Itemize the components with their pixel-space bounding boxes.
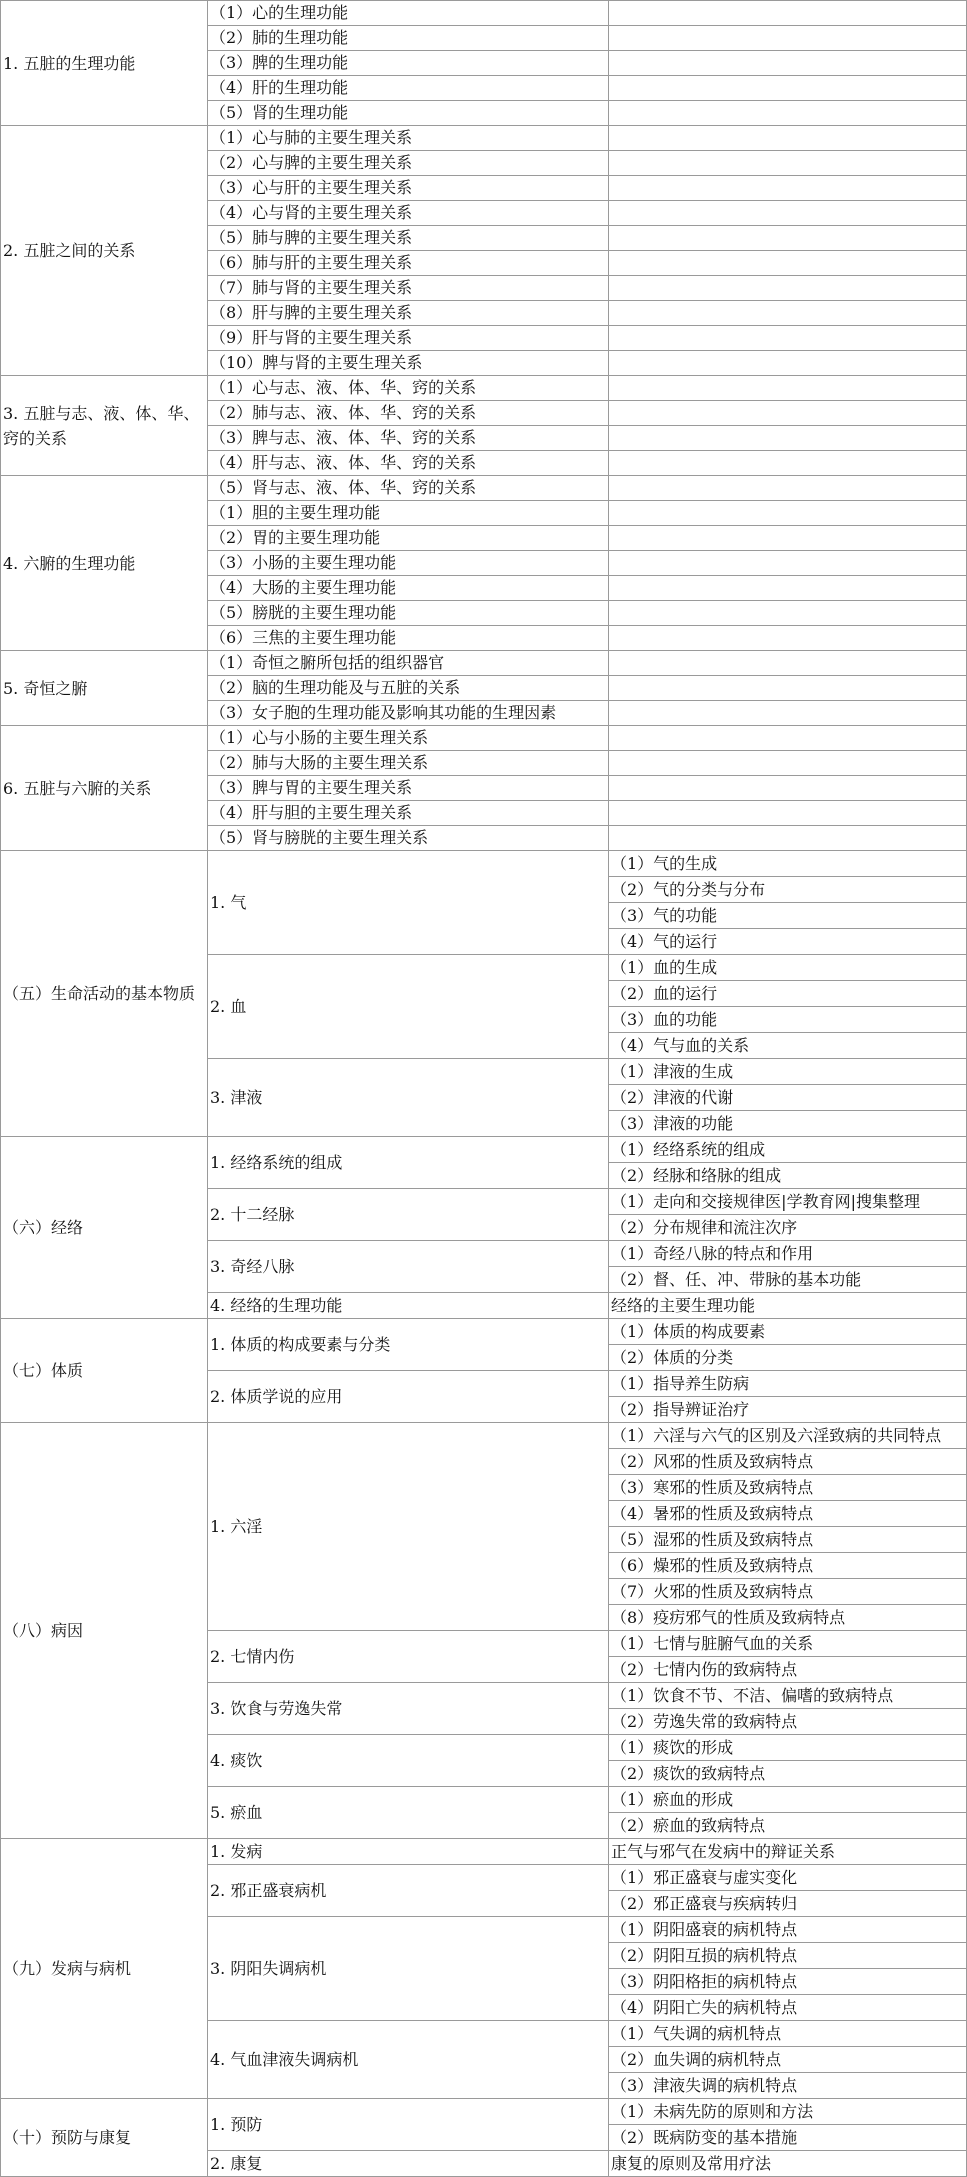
topic-item: （4）气的运行 <box>609 929 967 955</box>
subsection-title: 2. 康复 <box>208 2151 609 2177</box>
syllabus-body <box>1 1 967 2177</box>
empty-cell <box>609 501 967 526</box>
topic-item: 正气与邪气在发病中的辩证关系 <box>609 1839 967 1865</box>
chapter-title: （六）经络 <box>1 1137 208 1319</box>
topic-item: （1）阴阳盛衰的病机特点 <box>609 1917 967 1943</box>
subsection-title: 4. 气血津液失调病机 <box>208 2021 609 2099</box>
topic-item: （2）风邪的性质及致病特点 <box>609 1449 967 1475</box>
subsection-title: 2. 邪正盛衰病机 <box>208 1865 609 1917</box>
empty-cell <box>609 376 967 401</box>
section-item: （2）肺的生理功能 <box>208 26 609 51</box>
section-item: （3）脾的生理功能 <box>208 51 609 76</box>
section-item: （10）脾与肾的主要生理关系 <box>208 351 609 376</box>
section-item: （4）肝与胆的主要生理关系 <box>208 801 609 826</box>
empty-cell <box>609 176 967 201</box>
chapter-title: （九）发病与病机 <box>1 1839 208 2099</box>
topic-item: （1）气失调的病机特点 <box>609 2021 967 2047</box>
empty-cell <box>609 1 967 26</box>
topic-item: （4）阴阳亡失的病机特点 <box>609 1995 967 2021</box>
subsection-title: 1. 经络系统的组成 <box>208 1137 609 1189</box>
table-row <box>1 851 967 877</box>
section-item: （2）心与脾的主要生理关系 <box>208 151 609 176</box>
empty-cell <box>609 726 967 751</box>
table-row <box>1 126 967 151</box>
topic-item: （1）邪正盛衰与虚实变化 <box>609 1865 967 1891</box>
topic-item: 康复的原则及常用疗法 <box>609 2151 967 2177</box>
chapter-title: （八）病因 <box>1 1423 208 1839</box>
section-item: （4）肝的生理功能 <box>208 76 609 101</box>
topic-item: （3）气的功能 <box>609 903 967 929</box>
topic-item: （1）痰饮的形成 <box>609 1735 967 1761</box>
topic-item: （2）督、任、冲、带脉的基本功能 <box>609 1267 967 1293</box>
topic-item: （2）瘀血的致病特点 <box>609 1813 967 1839</box>
topic-item: （3）寒邪的性质及致病特点 <box>609 1475 967 1501</box>
topic-item: （2）七情内伤的致病特点 <box>609 1657 967 1683</box>
empty-cell <box>609 126 967 151</box>
empty-cell <box>609 801 967 826</box>
chapter-title: （七）体质 <box>1 1319 208 1423</box>
topic-item: （1）体质的构成要素 <box>609 1319 967 1345</box>
section-item: （3）小肠的主要生理功能 <box>208 551 609 576</box>
table-row <box>1 1319 967 1345</box>
empty-cell <box>609 551 967 576</box>
topic-item: （4）暑邪的性质及致病特点 <box>609 1501 967 1527</box>
table-row <box>1 1137 967 1163</box>
section-title: 2. 五脏之间的关系 <box>1 126 208 376</box>
topic-item: （3）阴阳格拒的病机特点 <box>609 1969 967 1995</box>
table-row <box>1 476 967 501</box>
section-item: （3）心与肝的主要生理关系 <box>208 176 609 201</box>
section-title: 1. 五脏的生理功能 <box>1 1 208 126</box>
empty-cell <box>609 426 967 451</box>
empty-cell <box>609 26 967 51</box>
section-title: 6. 五脏与六腑的关系 <box>1 726 208 851</box>
section-item: （6）肺与肝的主要生理关系 <box>208 251 609 276</box>
section-item: （1）心的生理功能 <box>208 1 609 26</box>
topic-item: （8）疫疠邪气的性质及致病特点 <box>609 1605 967 1631</box>
section-item: （5）肾与志、液、体、华、窍的关系 <box>208 476 609 501</box>
topic-item: （2）血的运行 <box>609 981 967 1007</box>
empty-cell <box>609 576 967 601</box>
empty-cell <box>609 76 967 101</box>
table-row <box>1 726 967 751</box>
topic-item: （7）火邪的性质及致病特点 <box>609 1579 967 1605</box>
section-item: （3）脾与志、液、体、华、窍的关系 <box>208 426 609 451</box>
topic-item: （1）经络系统的组成 <box>609 1137 967 1163</box>
section-item: （1）奇恒之腑所包括的组织器官 <box>208 651 609 676</box>
section-title: 5. 奇恒之腑 <box>1 651 208 726</box>
subsection-title: 2. 七情内伤 <box>208 1631 609 1683</box>
topic-item: （3）津液失调的病机特点 <box>609 2073 967 2099</box>
section-item: （6）三焦的主要生理功能 <box>208 626 609 651</box>
section-item: （5）膀胱的主要生理功能 <box>208 601 609 626</box>
topic-item: （3）津液的功能 <box>609 1111 967 1137</box>
section-item: （9）肝与肾的主要生理关系 <box>208 326 609 351</box>
topic-item: （2）邪正盛衰与疾病转归 <box>609 1891 967 1917</box>
empty-cell <box>609 651 967 676</box>
subsection-title: 1. 发病 <box>208 1839 609 1865</box>
chapter-title: （五）生命活动的基本物质 <box>1 851 208 1137</box>
empty-cell <box>609 826 967 851</box>
topic-item: （1）瘀血的形成 <box>609 1787 967 1813</box>
topic-item: （3）血的功能 <box>609 1007 967 1033</box>
empty-cell <box>609 326 967 351</box>
table-row <box>1 2099 967 2125</box>
subsection-title: 1. 六淫 <box>208 1423 609 1631</box>
topic-item: （1）指导养生防病 <box>609 1371 967 1397</box>
table-row <box>1 1423 967 1449</box>
section-item: （1）胆的主要生理功能 <box>208 501 609 526</box>
section-item: （1）心与小肠的主要生理关系 <box>208 726 609 751</box>
empty-cell <box>609 301 967 326</box>
topic-item: （5）湿邪的性质及致病特点 <box>609 1527 967 1553</box>
topic-item: （2）痰饮的致病特点 <box>609 1761 967 1787</box>
topic-item: （1）气的生成 <box>609 851 967 877</box>
empty-cell <box>609 676 967 701</box>
empty-cell <box>609 776 967 801</box>
table-row <box>1 1839 967 1865</box>
topic-item: （2）劳逸失常的致病特点 <box>609 1709 967 1735</box>
chapter-title: （十）预防与康复 <box>1 2099 208 2177</box>
empty-cell <box>609 626 967 651</box>
section-item: （2）胃的主要生理功能 <box>208 526 609 551</box>
section-item: （1）心与志、液、体、华、窍的关系 <box>208 376 609 401</box>
topic-item: （1）津液的生成 <box>609 1059 967 1085</box>
section-item: （2）脑的生理功能及与五脏的关系 <box>208 676 609 701</box>
table-row <box>1 1 967 26</box>
section-item: （7）肺与肾的主要生理关系 <box>208 276 609 301</box>
section-item: （2）肺与大肠的主要生理关系 <box>208 751 609 776</box>
subsection-title: 4. 痰饮 <box>208 1735 609 1787</box>
empty-cell <box>609 226 967 251</box>
topic-item: （1）血的生成 <box>609 955 967 981</box>
topic-item: （1）七情与脏腑气血的关系 <box>609 1631 967 1657</box>
topic-item: （2）既病防变的基本措施 <box>609 2125 967 2151</box>
section-title: 3. 五脏与志、液、体、华、窍的关系 <box>1 376 208 476</box>
section-item: （8）肝与脾的主要生理关系 <box>208 301 609 326</box>
topic-item: （1）走向和交接规律医|学教育网|搜集整理 <box>609 1189 967 1215</box>
topic-item: （1）饮食不节、不洁、偏嗜的致病特点 <box>609 1683 967 1709</box>
subsection-title: 4. 经络的生理功能 <box>208 1293 609 1319</box>
section-title: 4. 六腑的生理功能 <box>1 476 208 651</box>
empty-cell <box>609 701 967 726</box>
empty-cell <box>609 476 967 501</box>
subsection-title: 3. 奇经八脉 <box>208 1241 609 1293</box>
topic-item: （4）气与血的关系 <box>609 1033 967 1059</box>
topic-item: （1）六淫与六气的区别及六淫致病的共同特点 <box>609 1423 967 1449</box>
topic-item: （2）经脉和络脉的组成 <box>609 1163 967 1189</box>
empty-cell <box>609 151 967 176</box>
topic-item: （1）奇经八脉的特点和作用 <box>609 1241 967 1267</box>
section-item: （1）心与肺的主要生理关系 <box>208 126 609 151</box>
section-item: （3）脾与胃的主要生理关系 <box>208 776 609 801</box>
section-item: （3）女子胞的生理功能及影响其功能的生理因素 <box>208 701 609 726</box>
subsection-title: 2. 血 <box>208 955 609 1059</box>
topic-item: （2）分布规律和流注次序 <box>609 1215 967 1241</box>
empty-cell <box>609 101 967 126</box>
empty-cell <box>609 51 967 76</box>
empty-cell <box>609 351 967 376</box>
section-item: （5）肺与脾的主要生理关系 <box>208 226 609 251</box>
table-row <box>1 651 967 676</box>
topic-item: （1）未病先防的原则和方法 <box>609 2099 967 2125</box>
subsection-title: 1. 气 <box>208 851 609 955</box>
topic-item: （6）燥邪的性质及致病特点 <box>609 1553 967 1579</box>
topic-item: 经络的主要生理功能 <box>609 1293 967 1319</box>
empty-cell <box>609 526 967 551</box>
empty-cell <box>609 201 967 226</box>
subsection-title: 1. 预防 <box>208 2099 609 2151</box>
subsection-title: 3. 阴阳失调病机 <box>208 1917 609 2021</box>
topic-item: （2）体质的分类 <box>609 1345 967 1371</box>
section-item: （4）肝与志、液、体、华、窍的关系 <box>208 451 609 476</box>
subsection-title: 3. 津液 <box>208 1059 609 1137</box>
section-item: （4）大肠的主要生理功能 <box>208 576 609 601</box>
topic-item: （2）津液的代谢 <box>609 1085 967 1111</box>
empty-cell <box>609 751 967 776</box>
empty-cell <box>609 601 967 626</box>
section-item: （2）肺与志、液、体、华、窍的关系 <box>208 401 609 426</box>
section-item: （5）肾与膀胱的主要生理关系 <box>208 826 609 851</box>
empty-cell <box>609 451 967 476</box>
topic-item: （2）阴阳互损的病机特点 <box>609 1943 967 1969</box>
topic-item: （2）气的分类与分布 <box>609 877 967 903</box>
empty-cell <box>609 401 967 426</box>
subsection-title: 2. 十二经脉 <box>208 1189 609 1241</box>
subsection-title: 2. 体质学说的应用 <box>208 1371 609 1423</box>
subsection-title: 3. 饮食与劳逸失常 <box>208 1683 609 1735</box>
subsection-title: 5. 瘀血 <box>208 1787 609 1839</box>
section-item: （4）心与肾的主要生理关系 <box>208 201 609 226</box>
table-row <box>1 376 967 401</box>
topic-item: （2）血失调的病机特点 <box>609 2047 967 2073</box>
subsection-title: 1. 体质的构成要素与分类 <box>208 1319 609 1371</box>
section-item: （5）肾的生理功能 <box>208 101 609 126</box>
empty-cell <box>609 251 967 276</box>
topic-item: （2）指导辨证治疗 <box>609 1397 967 1423</box>
empty-cell <box>609 276 967 301</box>
